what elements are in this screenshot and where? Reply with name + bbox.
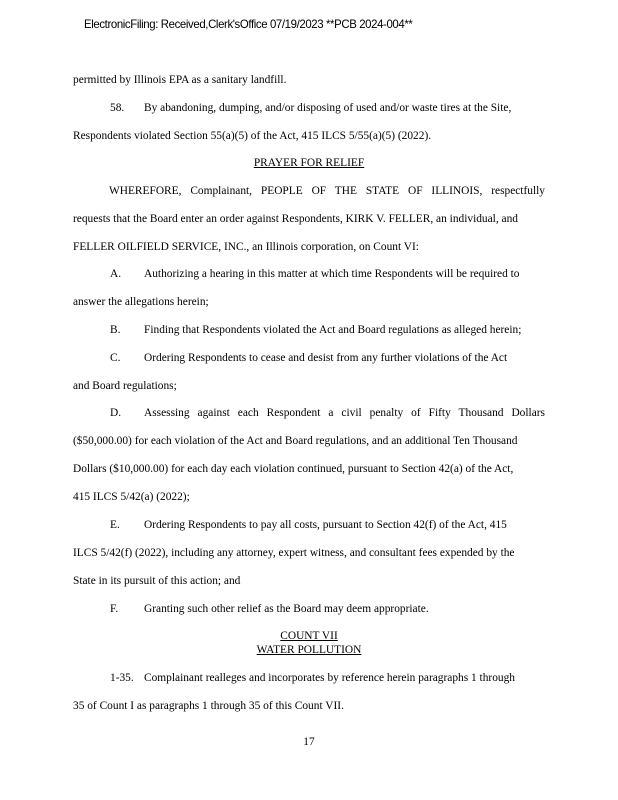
item-c-line-2: and Board regulations;	[73, 380, 177, 392]
wherefore-line-2: requests that the Board enter an order against Respondents, KIRK V. FELLER, an individual, and	[73, 213, 518, 225]
wherefore-line-1: WHEREFORE, Complainant, PEOPLE OF THE STATE OF ILLINOIS, respectfully	[109, 185, 545, 197]
item-d-label: D.	[110, 407, 122, 419]
para-58-number: 58.	[110, 102, 125, 114]
item-e-line-1: Ordering Respondents to pay all costs, pursuant to Section 42(f) of the Act, 415	[144, 519, 507, 531]
item-b-line-1: Finding that Respondents violated the Act and Board regulations as alleged herein;	[144, 324, 522, 336]
item-a-label: A.	[110, 268, 122, 280]
electronic-filing-stamp: ElectronicFiling: Received,Clerk'sOffice 07/19/2023 **PCB 2024-004**	[84, 17, 413, 31]
count-heading	[0, 629, 618, 643]
item-d-line-4: 415 ILCS 5/42(a) (2022);	[73, 491, 190, 503]
prayer-heading	[0, 156, 618, 170]
item-e-line-2: ILCS 5/42(f) (2022), including any attorney, expert witness, and consultant fees expended by the	[73, 547, 515, 559]
item-d-line-1: Assessing against each Respondent a civil penalty of Fifty Thousand Dollars	[144, 407, 545, 419]
para-1-35-line-2: 35 of Count I as paragraphs 1 through 35 of this Count VII.	[73, 700, 344, 712]
para-1-35-number: 1-35.	[110, 672, 134, 684]
count-heading-text: COUNT VII	[280, 630, 338, 642]
page-number: 17	[303, 736, 315, 748]
item-c-line-1: Ordering Respondents to cease and desist from any further violations of the Act	[144, 352, 508, 364]
para-58-line-2: Respondents violated Section 55(a)(5) of the Act, 415 ILCS 5/55(a)(5) (2022).	[73, 130, 432, 142]
item-e-line-3: State in its pursuit of this action; and	[73, 575, 241, 587]
item-d-line-2: ($50,000.00) for each violation of the Act and Board regulations, and an additional Ten Thousand	[73, 435, 518, 447]
item-a-line-1: Authorizing a hearing in this matter at which time Respondents will be required to	[144, 268, 520, 280]
prayer-heading-text: PRAYER FOR RELIEF	[253, 157, 365, 169]
item-c-label: C.	[110, 352, 121, 364]
count-subheading	[0, 643, 618, 657]
count-subheading-text: WATER POLLUTION	[256, 644, 362, 656]
item-b-label: B.	[110, 324, 121, 336]
item-a-line-2: answer the allegations herein;	[73, 296, 209, 308]
carryover-line: permitted by Illinois EPA as a sanitary landfill.	[73, 74, 287, 86]
item-f-label: F.	[110, 603, 119, 615]
item-f-line-1: Granting such other relief as the Board may deem appropriate.	[144, 603, 429, 615]
item-e-label: E.	[110, 519, 120, 531]
item-d-line-3: Dollars ($10,000.00) for each day each violation continued, pursuant to Section 42(a) of the Act,	[73, 463, 514, 475]
wherefore-line-3: FELLER OILFIELD SERVICE, INC., an Illinois corporation, on Count VI:	[73, 241, 419, 253]
para-1-35-line-1: Complainant realleges and incorporates by reference herein paragraphs 1 through	[144, 672, 515, 684]
para-58-line-1: By abandoning, dumping, and/or disposing of used and/or waste tires at the Site,	[144, 102, 512, 114]
